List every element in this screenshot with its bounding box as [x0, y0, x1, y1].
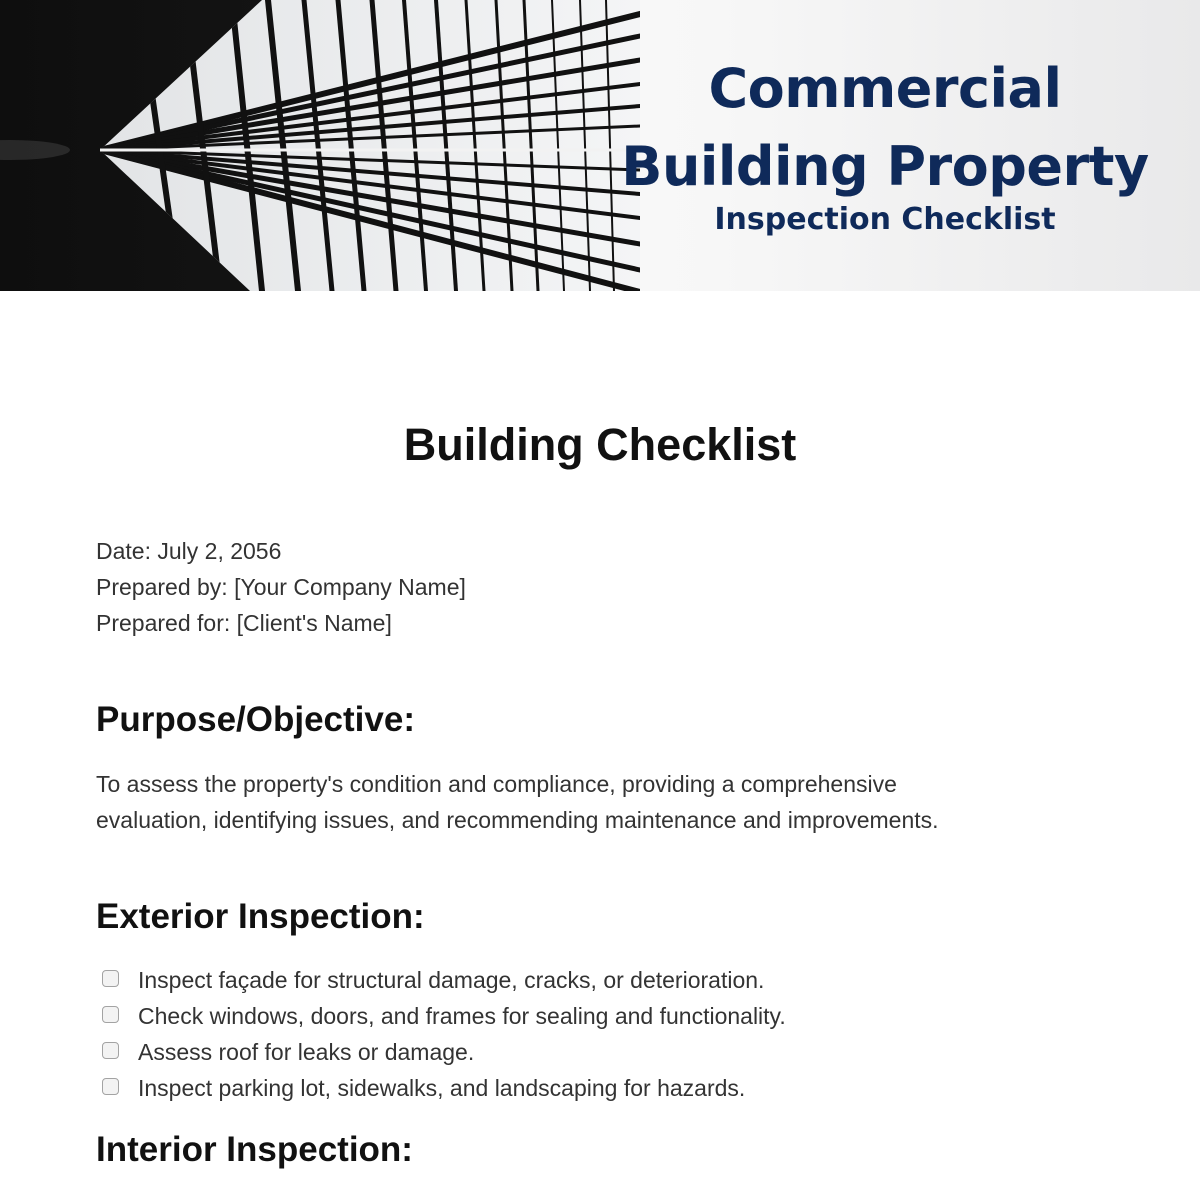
meta-prepared-by: Prepared by: [Your Company Name]: [96, 574, 466, 600]
interior-heading: Interior Inspection:: [96, 1130, 413, 1169]
checkbox[interactable]: [102, 1078, 119, 1095]
exterior-heading: Exterior Inspection:: [96, 897, 425, 936]
banner-title: [600, 50, 1170, 206]
purpose-heading: Purpose/Objective:: [96, 700, 415, 739]
checklist-item-label: Check windows, doors, and frames for sealing and functionality.: [138, 1003, 786, 1029]
header-banner: [0, 0, 1200, 291]
checkbox[interactable]: [102, 1006, 119, 1023]
checklist-item-label: Inspect façade for structural damage, cracks, or deterioration.: [138, 967, 765, 993]
checklist-item-label: Assess roof for leaks or damage.: [138, 1039, 475, 1065]
purpose-line-2: evaluation, identifying issues, and recommending maintenance and improvements.: [96, 807, 939, 833]
purpose-paragraph: [96, 766, 1106, 838]
document-meta: [96, 533, 466, 641]
meta-prepared-for: Prepared for: [Client's Name]: [96, 610, 392, 636]
page-title: Building Checklist: [403, 419, 797, 470]
building-facade-image: [0, 0, 640, 291]
meta-date: Date: July 2, 2056: [96, 538, 282, 564]
banner-title-line-1: Commercial: [708, 57, 1062, 120]
checkbox[interactable]: [102, 970, 119, 987]
banner-title-line-2: Building Property: [621, 135, 1149, 198]
purpose-line-1: To assess the property's condition and compliance, providing a comprehensive: [96, 771, 897, 797]
checklist-item-label: Inspect parking lot, sidewalks, and landscaping for hazards.: [138, 1075, 746, 1101]
banner-subtitle: Inspection Checklist: [714, 202, 1056, 237]
checkbox[interactable]: [102, 1042, 119, 1059]
